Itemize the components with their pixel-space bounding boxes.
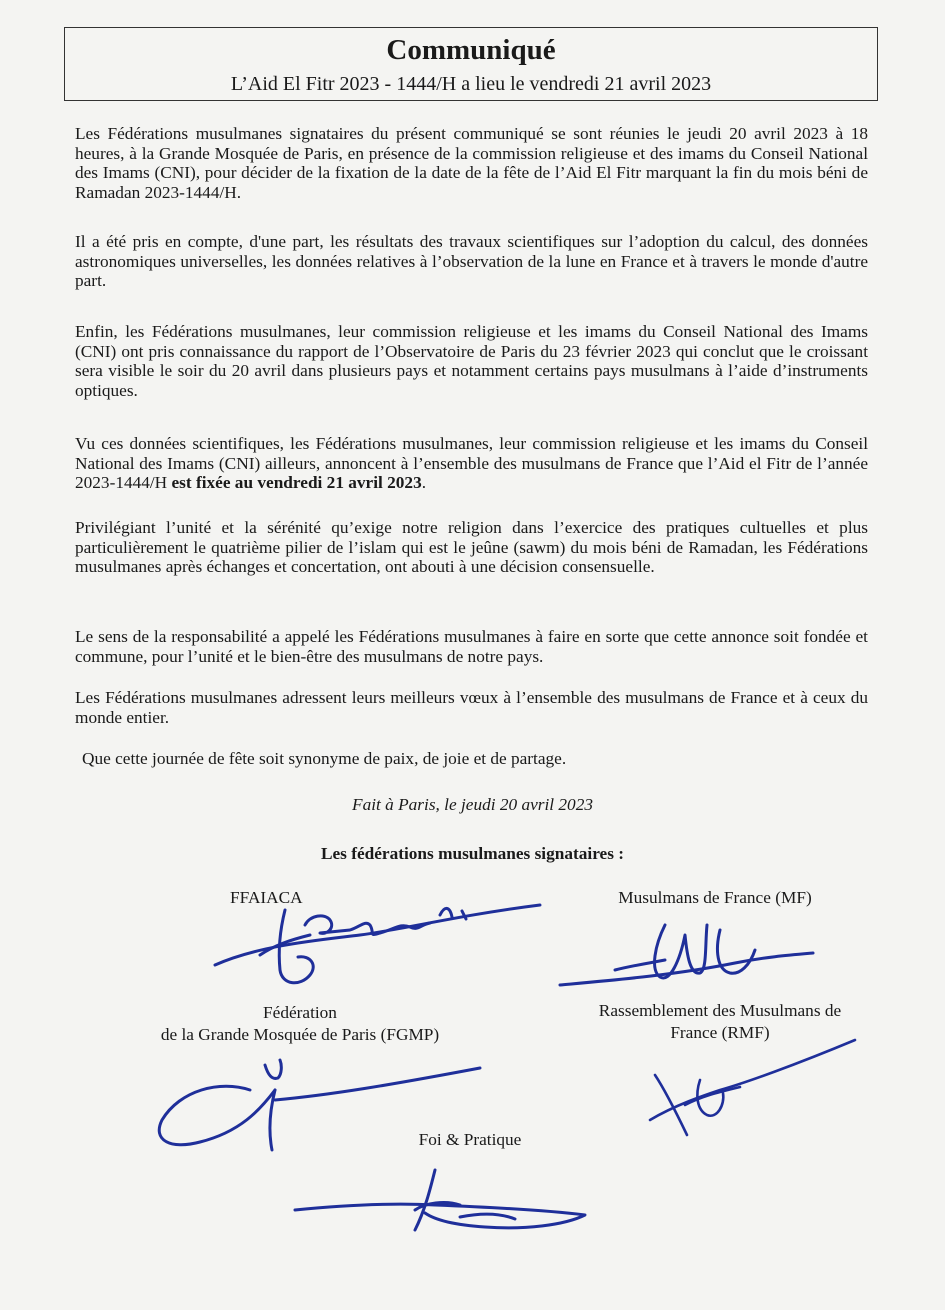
signature-rmf — [645, 1035, 860, 1145]
signatory-fgmp-label — [120, 1002, 480, 1046]
paragraph-text: Les Fédérations musulmanes adressent leurs meilleurs vœux à l’ensemble des musulmans de France et à ceux du monde entier. — [75, 688, 868, 727]
place-date: Fait à Paris, le jeudi 20 avril 2023 — [352, 795, 593, 814]
paragraph-text — [75, 434, 868, 493]
paragraph-text: Enfin, les Fédérations musulmanes, leur commission religieuse et les imams du Conseil National des Imams (CNI) ont pris connaissance du rapport de l’Observatoire de Paris du 23 février 2023 qui conclut que le croissant sera visible le soir du 20 avril dans plusieurs pays et notamment certains pays musulmans à l’aide d’instruments optiques. — [75, 322, 868, 400]
announcement-text: Vu ces données scientifiques, les Fédérations musulmanes, leur commission religieuse et les imams du Conseil National des Imams (CNI) ailleurs, annoncent à l’ensemble des musulmans de France que l’Aid el Fitr de l’année 2023-1444/H — [75, 434, 868, 492]
rmf-label-line2: France (RMF) — [670, 1023, 770, 1042]
signature-ffaiaca — [200, 885, 560, 995]
signatory-ffaiaca-label: FFAIACA — [230, 888, 303, 907]
signatory-fp-label: Foi & Pratique — [418, 1130, 522, 1149]
signatory-mf-label: Musulmans de France (MF) — [618, 888, 812, 907]
paragraph-text: Il a été pris en compte, d'une part, les résultats des travaux scientifiques sur l’adoption du calcul, des données astronomiques universelles, les données relatives à l’observation de la lune en France et à travers le monde d'autre part. — [75, 232, 868, 290]
paragraph-wishes — [75, 688, 868, 727]
signatories-heading: Les fédérations musulmanes signataires : — [320, 844, 625, 863]
paragraph-responsibility — [75, 627, 868, 666]
fgmp-label-line2: de la Grande Mosquée de Paris (FGMP) — [160, 1025, 440, 1044]
paragraph-text: Que cette journée de fête soit synonyme de paix, de joie et de partage. — [82, 749, 567, 768]
announcement-date: est fixée au vendredi 21 avril 2023 — [171, 473, 422, 492]
paragraph-text: Le sens de la responsabilité a appelé les Fédérations musulmanes à faire en sorte que cette annonce soit fondée et commune, pour l’unité et le bien-être des musulmans de notre pays. — [75, 627, 868, 666]
signature-fgmp — [150, 1050, 490, 1160]
page-subtitle: L’Aid El Fitr 2023 - 1444/H a lieu le vendredi 21 avril 2023 — [230, 73, 712, 95]
paragraph-celebration — [82, 749, 875, 769]
paragraph-announcement — [75, 434, 868, 493]
paragraph-text: Les Fédérations musulmanes signataires du présent communiqué se sont réunies le jeudi 20 avril 2023 à 18 heures, à la Grande Mosquée de Paris, en présence de la commission religieuse et des imams du Conseil National des Imams (CNI), pour décider de la fixation de la date de la fête de l’Aid El Fitr marquant la fin du mois béni de Ramadan 2023-1444/H. — [75, 124, 868, 202]
paragraph-meeting — [75, 124, 868, 202]
signature-mf — [555, 915, 825, 1005]
signature-fp — [285, 1165, 595, 1245]
rmf-label-line1: Rassemblement des Musulmans de — [598, 1001, 842, 1020]
paragraph-unity — [75, 518, 868, 577]
paragraph-text: Privilégiant l’unité et la sérénité qu’exige notre religion dans l’exercice des pratiques cultuelles et plus particulièrement le quatrième pilier de l’islam qui est le jeûne (sawm) du mois béni de Ramadan, les Fédérations musulmanes après échanges et concertation, ont abouti à une décision consensuelle. — [75, 518, 868, 576]
paragraph-criteria — [75, 232, 868, 291]
header-box — [64, 27, 878, 101]
fgmp-label-line1: Fédération — [263, 1003, 337, 1022]
paragraph-observatory — [75, 322, 868, 400]
announcement-end: . — [421, 473, 427, 492]
page-title: Communiqué — [386, 34, 556, 66]
